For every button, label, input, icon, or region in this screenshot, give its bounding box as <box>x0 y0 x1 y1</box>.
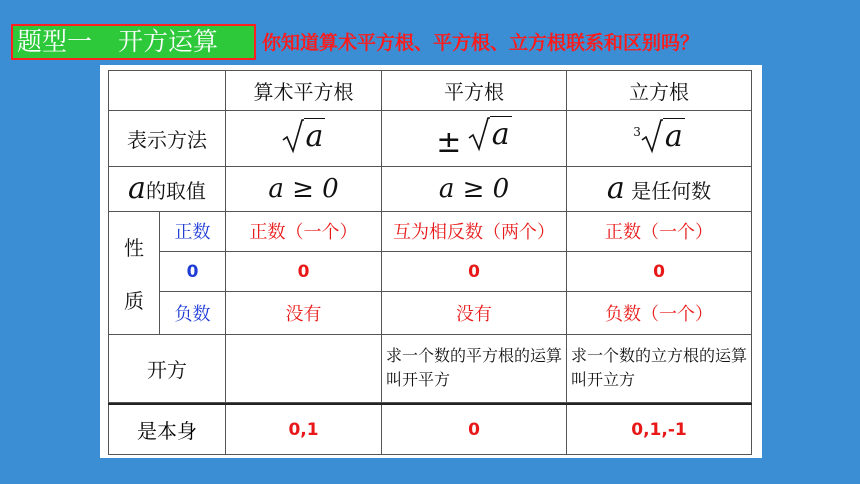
domain-row <box>109 166 752 211</box>
self-cbrt: 0,1,-1 <box>567 404 752 455</box>
self-arith-sqrt: 0,1 <box>226 404 382 455</box>
positive-arith-sqrt: 正数（一个） <box>226 211 382 251</box>
positive-row <box>109 211 752 251</box>
notation-row <box>109 111 752 166</box>
domain-arith-sqrt: a ≥ 0 <box>226 166 382 211</box>
zero-cbrt: 0 <box>567 252 752 292</box>
corner-cell <box>109 71 226 111</box>
operation-arith-sqrt <box>226 334 382 402</box>
zero-arith-sqrt: 0 <box>226 252 382 292</box>
notation-cbrt: $^3$ a <box>567 111 752 166</box>
self-sqrt: 0 <box>382 404 567 455</box>
zero-sqrt: 0 <box>382 252 567 292</box>
negative-label: 负数 <box>160 292 226 334</box>
sqrt-symbol-icon: a <box>468 116 512 152</box>
self-label: 是本身 <box>109 404 226 455</box>
positive-label: 正数 <box>160 211 226 251</box>
zero-label: 0 <box>160 252 226 292</box>
operation-row <box>109 334 752 402</box>
question-heading: 你知道算术平方根、平方根、立方根联系和区别吗？ <box>262 32 700 54</box>
notation-arith-sqrt <box>226 111 382 166</box>
table-header-row <box>109 71 752 111</box>
negative-sqrt: 没有 <box>382 292 567 334</box>
self-row <box>109 404 752 455</box>
operation-sqrt: 求一个数的平方根的运算叫开平方 <box>382 334 567 402</box>
notation-label: 表示方法 <box>109 111 226 166</box>
positive-sqrt: 互为相反数（两个） <box>382 211 567 251</box>
operation-cbrt: 求一个数的立方根的运算叫开立方 <box>567 334 752 402</box>
table-panel <box>100 65 762 458</box>
operation-label: 开方 <box>109 334 226 402</box>
self-table <box>108 403 752 455</box>
positive-cbrt: 正数（一个） <box>567 211 752 251</box>
domain-sqrt: a ≥ 0 <box>382 166 567 211</box>
domain-label: a的取值 <box>109 166 226 211</box>
header-sqrt: 平方根 <box>382 71 567 111</box>
negative-arith-sqrt: 没有 <box>226 292 382 334</box>
property-label: 性 质 <box>109 211 160 334</box>
notation-sqrt: ± a <box>382 111 567 166</box>
header-arith-sqrt: 算术平方根 <box>226 71 382 111</box>
header-cbrt: 立方根 <box>567 71 752 111</box>
domain-cbrt: a 是任何数 <box>567 166 752 211</box>
sqrt-symbol-icon: a <box>282 118 326 154</box>
negative-row <box>109 292 752 334</box>
zero-row <box>109 252 752 292</box>
comparison-table <box>108 70 752 403</box>
cbrt-symbol-icon: a <box>641 118 685 154</box>
badge-label-part2: 开方运算 <box>118 27 219 56</box>
badge-label-part1: 题型一 <box>17 27 93 56</box>
topic-badge <box>11 24 256 60</box>
negative-cbrt: 负数（一个） <box>567 292 752 334</box>
